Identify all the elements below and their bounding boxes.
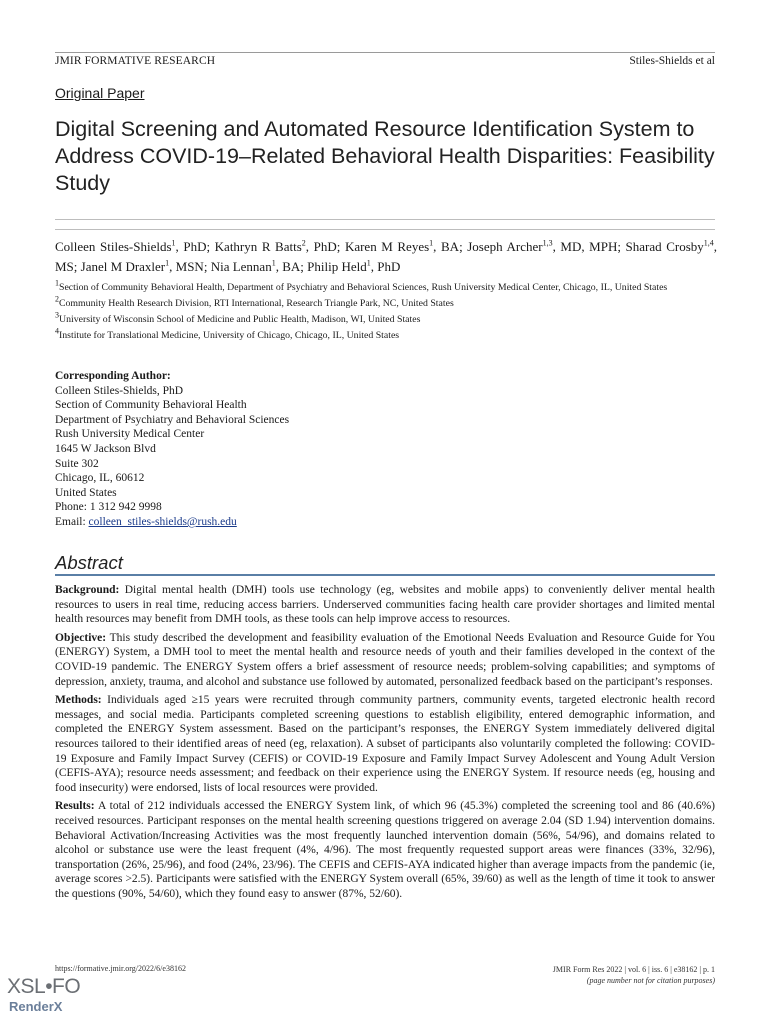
author-degree: PhD [183, 239, 207, 254]
author-name: Philip Held [307, 259, 367, 274]
author-degree: BA [441, 239, 460, 254]
corresponding-line: Section of Community Behavioral Health [55, 399, 247, 412]
author-degree: PhD [313, 239, 337, 254]
affiliation-item [55, 310, 717, 327]
abstract-body [55, 583, 715, 905]
email-line [55, 515, 555, 530]
renderx-watermark [7, 975, 80, 1015]
corresponding-author [55, 369, 555, 530]
abstract-section-text: Digital mental health (DMH) tools use technology (eg, websites and mobile apps) to conveniently deliver mental health resources to users in real time, reducing access barriers. Underserved communities facing health care provider shortages and limited mental health resources may benefit from DMH tools, as these tools can help improve access to resources. [55, 584, 715, 626]
author-degree: PhD [377, 259, 401, 274]
abstract-section-label: Results: [55, 800, 95, 813]
affiliation-item [55, 278, 717, 295]
corresponding-label: Corresponding Author: [55, 370, 171, 382]
affiliation-item [55, 294, 717, 311]
author-affiliation: 1 [271, 258, 276, 268]
author-name: Janel M Draxler [80, 259, 166, 274]
abstract-methods [55, 693, 715, 795]
footer-citation: JMIR Form Res 2022 | vol. 6 | iss. 6 | e38162 | p. 1 [552, 965, 715, 974]
watermark-line2: RenderX [9, 999, 63, 1014]
abstract-section-text: A total of 212 individuals accessed the ENERGY System link, of which 96 (45.3%) completed the screening tool and 86 (40.6%) received resources. Participant responses on the mental health screening questions triggered on average 2.04 (SD 1.94) intervention domains. Behavioral Activation/Increasing Activities was the most frequently launched intervention domain (56%, 54/96), and domains related to alcohol or substance use were the least frequent (4%, 4/96). The most frequently requested support areas were finances (33%, 32/96), transportation (26%, 25/96), and food (24%, 23/96). The CEFIS and CEFIS-AYA indicated higher than average impacts from the pandemic (ie, average scores >2.5). Participants were satisfied with the ENERGY System overall (65%, 39/60) as well as the length of time it took to answer the questions (90%, 54/60), which they found easy to answer (87%, 52/60). [55, 800, 716, 900]
author-affiliation: 1 [165, 258, 170, 268]
affiliation-text: University of Wisconsin School of Medicine and Public Health, Madison, WI, United States [59, 314, 421, 325]
abstract-objective [55, 631, 715, 689]
author-affiliation: 1 [366, 258, 371, 268]
running-author: Stiles-Shields et al [629, 55, 715, 67]
footer-url[interactable]: https://formative.jmir.org/2022/6/e38162 [55, 964, 186, 973]
corresponding-line: Chicago, IL, 60612 [55, 472, 145, 485]
affiliation-list [55, 278, 717, 345]
footer-note: (page number not for citation purposes) [586, 976, 715, 985]
email-link[interactable]: colleen_stiles-shields@rush.edu [88, 515, 237, 528]
affiliation-number: 1 [55, 278, 59, 288]
affiliation-text: Section of Community Behavioral Health, Department of Psychiatry and Behavioral Sciences, Rush University Medical Center, Chicago, IL, United States [59, 282, 668, 293]
author-name: Colleen Stiles-Shields [55, 239, 172, 254]
author-name: Kathryn R Batts [214, 239, 302, 254]
article-type: Original Paper [55, 85, 145, 101]
abstract-rule [55, 574, 715, 576]
abstract-section-text: This study described the development and feasibility evaluation of the Emotional Needs Evaluation and Resource Guide for You (ENERGY) System, a DMH tool to meet the mental health and resource needs of youth and their families developed in the context of the COVID-19 pandemic. The ENERGY System offers a brief assessment of resource needs; problem-solving capabilities; and symptoms of depression, anxiety, trauma, and alcohol and substance use followed by automated, personalized feedback based on the participant’s responses. [55, 631, 715, 688]
journal-name: JMIR FORMATIVE RESEARCH [55, 55, 216, 67]
corresponding-line: 1645 W Jackson Blvd [55, 442, 156, 455]
affiliation-number: 3 [55, 310, 59, 320]
corresponding-line: Phone: 1 312 942 9998 [55, 501, 162, 514]
corresponding-line: Suite 302 [55, 457, 99, 470]
abstract-heading: Abstract [55, 552, 123, 573]
affiliation-item [55, 326, 717, 343]
corresponding-line: United States [55, 486, 117, 499]
author-degree: MSN [175, 259, 204, 274]
author-name: Nia Lennan [210, 259, 272, 274]
author-list: Colleen Stiles-Shields$^1$, PhD; Kathryn R Batts$^2$, PhD; Karen M Reyes$^1$, BA; Joseph Archer$^{1,3}$, MD, MPH; Sharad Crosby$^{1,4}$, MS; Janel M Draxler$^1$, MSN; Nia Lennan$^1$, BA; Philip Held$^1$, PhD [55, 238, 718, 274]
corresponding-line: Rush University Medical Center [55, 428, 205, 441]
author-degree: MD, MPH [560, 239, 618, 254]
author-name: Karen M Reyes [344, 239, 430, 254]
corresponding-line: Department of Psychiatry and Behavioral Sciences [55, 413, 290, 426]
affiliation-number: 4 [55, 326, 59, 336]
affiliation-text: Institute for Translational Medicine, University of Chicago, Chicago, IL, United States [59, 330, 400, 341]
author-degree: MS [55, 259, 74, 274]
corresponding-line: Colleen Stiles-Shields, PhD [55, 384, 184, 397]
email-label: Email: [55, 515, 89, 528]
author-affiliation: 2 [301, 238, 306, 248]
author-name: Joseph Archer [467, 239, 543, 254]
watermark-line1: XSL•FO [7, 975, 81, 998]
abstract-section-label: Background: [55, 584, 120, 596]
title-rule-bottom [55, 229, 715, 230]
title-rule-top [55, 219, 715, 220]
abstract-section-label: Methods: [55, 694, 102, 707]
abstract-background [55, 583, 715, 627]
author-affiliation: 1,4 [703, 238, 714, 248]
footer-citation-block [553, 964, 715, 986]
article-title: Digital Screening and Automated Resource Identification System to Address COVID-19–Related Behavioral Health Disparities: Feasibility Study [55, 117, 715, 195]
abstract-section-label: Objective: [55, 631, 107, 644]
author-degree: BA [282, 259, 301, 274]
abstract-results [55, 799, 715, 901]
author-affiliation: 1 [171, 238, 176, 248]
affiliation-number: 2 [55, 294, 59, 304]
abstract-section-text: Individuals aged ≥15 years were recruited through community partners, community events, targeted electronic health record messages, and social media. Participants completed screening questions to establish eligibility, entered demographic information, and completed the ENERGY System assessment. Based on the participant’s responses, the ENERGY System immediately delivered digital resources tailored to their identified areas of need (eg, relaxation). A subset of participants also voluntarily completed the following: COVID-19 Exposure and Family Impact Survey (CEFIS) or COVID-19 Exposure and Family Impact Survey Adolescent and Young Adult Version (CEFIS-AYA); resource needs assessment; and feedback on their experience using the ENERGY System. If resource needs (eg, housing and food insecurity) were endorsed, lists of local resources were provided. [55, 694, 716, 794]
author-name: Sharad Crosby [625, 239, 704, 254]
author-affiliation: 1,3 [542, 238, 553, 248]
affiliation-text: Community Health Research Division, RTI International, Research Triangle Park, NC, United States [59, 298, 454, 309]
author-affiliation: 1 [429, 238, 434, 248]
header-rule [55, 52, 715, 53]
